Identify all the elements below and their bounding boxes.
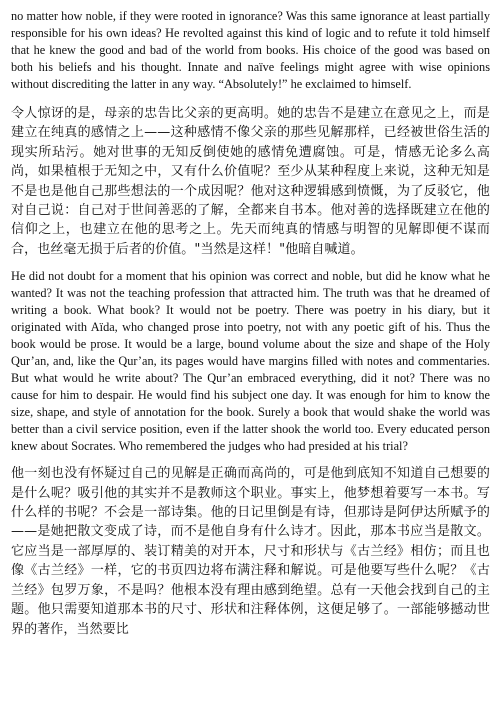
chinese-paragraph: 令人惊讶的是，母亲的忠告比父亲的更高明。她的忠告不是建立在意见之上，而是建立在纯真的感情之上——这种感情不像父亲的那些见解那样，已经被世俗生活的现实所玷污。她对世事的无知反倒使她的感情免遭腐蚀。可是，情感无论多么高尚，如果植根于无知之中，又有什么价值呢？至少从某种程度上来说，这种无知是不是也是他自己那些想法的一个成因呢？他对这种逻辑感到愤慨，为了反驳它，他对自己说：自己对于世间善恶的了解，全都来自书本。他对善的选择既建立在他的信仰之上，也建立在他的思考之上。先天而纯真的情感与明智的见解即便不谋而合，也丝毫无损于后者的价值。"当然是这样！"他暗自喊道。 bbox=[11, 106, 490, 257]
document-page bbox=[11, 8, 490, 639]
english-paragraph: no matter how noble, if they were rooted in ignorance? Was this same ignorance at least partially responsible for his own ideas? He revolted against this kind of logic and to refute it told himself that he knew the good and bad of the world from books. His choice of the good was based on both his beliefs and his thought. Innate and naïve feelings might agree with wise opinions without discrediting the latter in any way. “Absolutely!” he exclaimed to himself. bbox=[11, 9, 490, 91]
english-paragraph: He did not doubt for a moment that his opinion was correct and noble, but did he know what he wanted? It was not the teaching profession that attracted him. The truth was that he dreamed of writing a book. What book? It would not be poetry. There was poetry in his diary, but it originated with Aïda, who changed prose into poetry, not with any poetic gift of his. Thus the book would be prose. It would be a large, bound volume about the size and shape of the Holy Qur’an, and, like the Qur’an, its pages would have margins filled with notes and commentaries. But what would he write about? The Qur’an embraced everything, did it not? There was no cause for him to despair. He would find his subject one day. It was enough for him to know the size, shape, and style of annotation for the book. Surely a book that would shake the world was better than a civil service position, even if the latter shook the world too. Every educated person knew about Socrates. Who remembered the judges who had presided at his trial? bbox=[11, 269, 490, 454]
chinese-paragraph: 他一刻也没有怀疑过自己的见解是正确而高尚的，可是他到底知不知道自己想要的是什么呢？吸引他的其实并不是教师这个职业。事实上，他梦想着要写一本书。写什么样的书呢？不会是一部诗集。他的日记里倒是有诗，但那诗是阿伊达所赋予的——是她把散文变成了诗，而不是他自身有什么诗才。因此，那本书应当是散文。它应当是一部厚厚的、装订精美的对开本，尺寸和形状与《古兰经》相仿；而且也像《古兰经》一样，它的书页四边将布满注释和解说。可是他要写些什么呢？《古兰经》包罗万象，不是吗？他根本没有理由感到绝望。总有一天他会找到自己的主题。他只需要知道那本书的尺寸、形状和注释体例，这便足够了。一部能够撼动世界的著作，当然要比 bbox=[11, 466, 490, 637]
